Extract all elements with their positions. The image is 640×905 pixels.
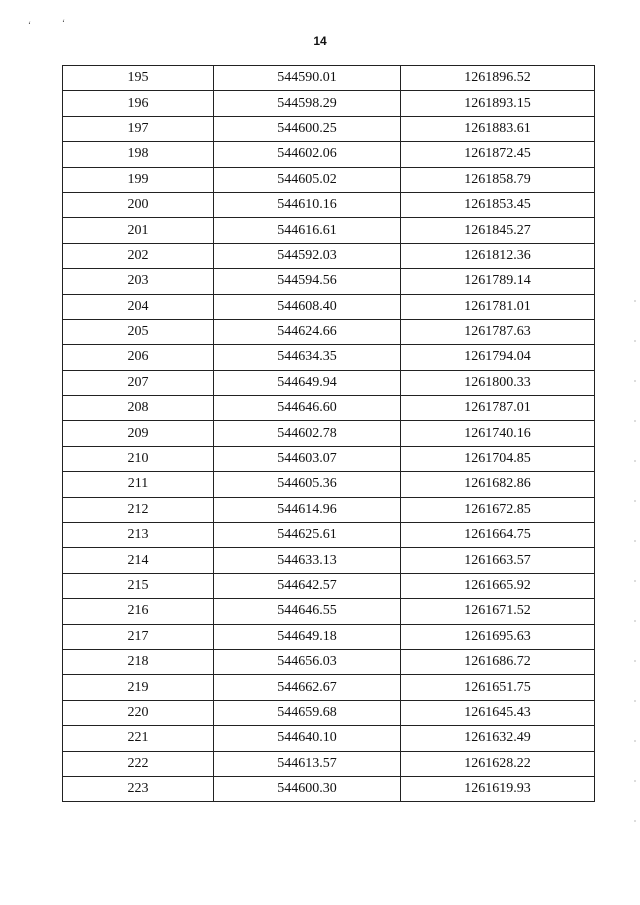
x-coordinate-cell: 544646.60 xyxy=(214,396,401,421)
table-row xyxy=(63,649,595,674)
point-number-cell: 203 xyxy=(63,269,214,294)
table-row xyxy=(63,319,595,344)
x-coordinate-cell: 544659.68 xyxy=(214,700,401,725)
x-coordinate-cell: 544614.96 xyxy=(214,497,401,522)
table-row xyxy=(63,624,595,649)
table-row xyxy=(63,421,595,446)
y-coordinate-cell: 1261664.75 xyxy=(401,523,595,548)
table-row xyxy=(63,472,595,497)
y-coordinate-cell: 1261845.27 xyxy=(401,218,595,243)
point-number-cell: 210 xyxy=(63,446,214,471)
y-coordinate-cell: 1261695.63 xyxy=(401,624,595,649)
y-coordinate-cell: 1261789.14 xyxy=(401,269,595,294)
x-coordinate-cell: 544616.61 xyxy=(214,218,401,243)
x-coordinate-cell: 544605.02 xyxy=(214,167,401,192)
y-coordinate-cell: 1261787.63 xyxy=(401,319,595,344)
table-row xyxy=(63,396,595,421)
scan-edge-artifact xyxy=(634,300,636,860)
point-number-cell: 223 xyxy=(63,776,214,801)
point-number-cell: 215 xyxy=(63,573,214,598)
x-coordinate-cell: 544642.57 xyxy=(214,573,401,598)
point-number-cell: 217 xyxy=(63,624,214,649)
point-number-cell: 212 xyxy=(63,497,214,522)
y-coordinate-cell: 1261812.36 xyxy=(401,243,595,268)
y-coordinate-cell: 1261896.52 xyxy=(401,66,595,91)
table-row xyxy=(63,700,595,725)
point-number-cell: 219 xyxy=(63,675,214,700)
page-number: 14 xyxy=(313,34,327,48)
coordinates-table-body xyxy=(63,66,595,802)
table-row xyxy=(63,573,595,598)
point-number-cell: 218 xyxy=(63,649,214,674)
table-row xyxy=(63,294,595,319)
x-coordinate-cell: 544633.13 xyxy=(214,548,401,573)
point-number-cell: 195 xyxy=(63,66,214,91)
table-row xyxy=(63,523,595,548)
y-coordinate-cell: 1261858.79 xyxy=(401,167,595,192)
x-coordinate-cell: 544662.67 xyxy=(214,675,401,700)
x-coordinate-cell: 544598.29 xyxy=(214,91,401,116)
y-coordinate-cell: 1261794.04 xyxy=(401,345,595,370)
table-row xyxy=(63,192,595,217)
point-number-cell: 204 xyxy=(63,294,214,319)
y-coordinate-cell: 1261671.52 xyxy=(401,599,595,624)
table-row xyxy=(63,726,595,751)
x-coordinate-cell: 544649.94 xyxy=(214,370,401,395)
x-coordinate-cell: 544602.06 xyxy=(214,142,401,167)
table-row xyxy=(63,167,595,192)
point-number-cell: 214 xyxy=(63,548,214,573)
x-coordinate-cell: 544592.03 xyxy=(214,243,401,268)
x-coordinate-cell: 544600.30 xyxy=(214,776,401,801)
x-coordinate-cell: 544590.01 xyxy=(214,66,401,91)
x-coordinate-cell: 544634.35 xyxy=(214,345,401,370)
x-coordinate-cell: 544600.25 xyxy=(214,116,401,141)
table-row xyxy=(63,218,595,243)
y-coordinate-cell: 1261651.75 xyxy=(401,675,595,700)
x-coordinate-cell: 544605.36 xyxy=(214,472,401,497)
x-coordinate-cell: 544649.18 xyxy=(214,624,401,649)
scan-mark: ʻ xyxy=(62,18,65,28)
y-coordinate-cell: 1261800.33 xyxy=(401,370,595,395)
table-row xyxy=(63,599,595,624)
y-coordinate-cell: 1261704.85 xyxy=(401,446,595,471)
point-number-cell: 220 xyxy=(63,700,214,725)
y-coordinate-cell: 1261787.01 xyxy=(401,396,595,421)
point-number-cell: 202 xyxy=(63,243,214,268)
table-row xyxy=(63,776,595,801)
point-number-cell: 213 xyxy=(63,523,214,548)
y-coordinate-cell: 1261672.85 xyxy=(401,497,595,522)
point-number-cell: 221 xyxy=(63,726,214,751)
table-row xyxy=(63,243,595,268)
table-row xyxy=(63,142,595,167)
coordinates-table xyxy=(62,65,595,802)
point-number-cell: 200 xyxy=(63,192,214,217)
x-coordinate-cell: 544594.56 xyxy=(214,269,401,294)
point-number-cell: 211 xyxy=(63,472,214,497)
table-row xyxy=(63,675,595,700)
x-coordinate-cell: 544603.07 xyxy=(214,446,401,471)
point-number-cell: 197 xyxy=(63,116,214,141)
point-number-cell: 222 xyxy=(63,751,214,776)
table-row xyxy=(63,497,595,522)
y-coordinate-cell: 1261645.43 xyxy=(401,700,595,725)
y-coordinate-cell: 1261628.22 xyxy=(401,751,595,776)
point-number-cell: 208 xyxy=(63,396,214,421)
x-coordinate-cell: 544656.03 xyxy=(214,649,401,674)
y-coordinate-cell: 1261872.45 xyxy=(401,142,595,167)
table-row xyxy=(63,446,595,471)
point-number-cell: 209 xyxy=(63,421,214,446)
x-coordinate-cell: 544646.55 xyxy=(214,599,401,624)
point-number-cell: 196 xyxy=(63,91,214,116)
y-coordinate-cell: 1261665.92 xyxy=(401,573,595,598)
table-row xyxy=(63,370,595,395)
point-number-cell: 206 xyxy=(63,345,214,370)
x-coordinate-cell: 544610.16 xyxy=(214,192,401,217)
y-coordinate-cell: 1261619.93 xyxy=(401,776,595,801)
point-number-cell: 199 xyxy=(63,167,214,192)
y-coordinate-cell: 1261883.61 xyxy=(401,116,595,141)
point-number-cell: 207 xyxy=(63,370,214,395)
x-coordinate-cell: 544608.40 xyxy=(214,294,401,319)
y-coordinate-cell: 1261781.01 xyxy=(401,294,595,319)
x-coordinate-cell: 544640.10 xyxy=(214,726,401,751)
table-row xyxy=(63,269,595,294)
scan-mark: ʻ xyxy=(28,20,31,30)
table-row xyxy=(63,116,595,141)
y-coordinate-cell: 1261740.16 xyxy=(401,421,595,446)
y-coordinate-cell: 1261893.15 xyxy=(401,91,595,116)
table-row xyxy=(63,345,595,370)
point-number-cell: 205 xyxy=(63,319,214,344)
y-coordinate-cell: 1261632.49 xyxy=(401,726,595,751)
table-row xyxy=(63,751,595,776)
x-coordinate-cell: 544602.78 xyxy=(214,421,401,446)
point-number-cell: 201 xyxy=(63,218,214,243)
y-coordinate-cell: 1261682.86 xyxy=(401,472,595,497)
point-number-cell: 198 xyxy=(63,142,214,167)
x-coordinate-cell: 544613.57 xyxy=(214,751,401,776)
y-coordinate-cell: 1261853.45 xyxy=(401,192,595,217)
table-row xyxy=(63,91,595,116)
point-number-cell: 216 xyxy=(63,599,214,624)
table-row xyxy=(63,66,595,91)
y-coordinate-cell: 1261686.72 xyxy=(401,649,595,674)
y-coordinate-cell: 1261663.57 xyxy=(401,548,595,573)
x-coordinate-cell: 544624.66 xyxy=(214,319,401,344)
table-row xyxy=(63,548,595,573)
x-coordinate-cell: 544625.61 xyxy=(214,523,401,548)
